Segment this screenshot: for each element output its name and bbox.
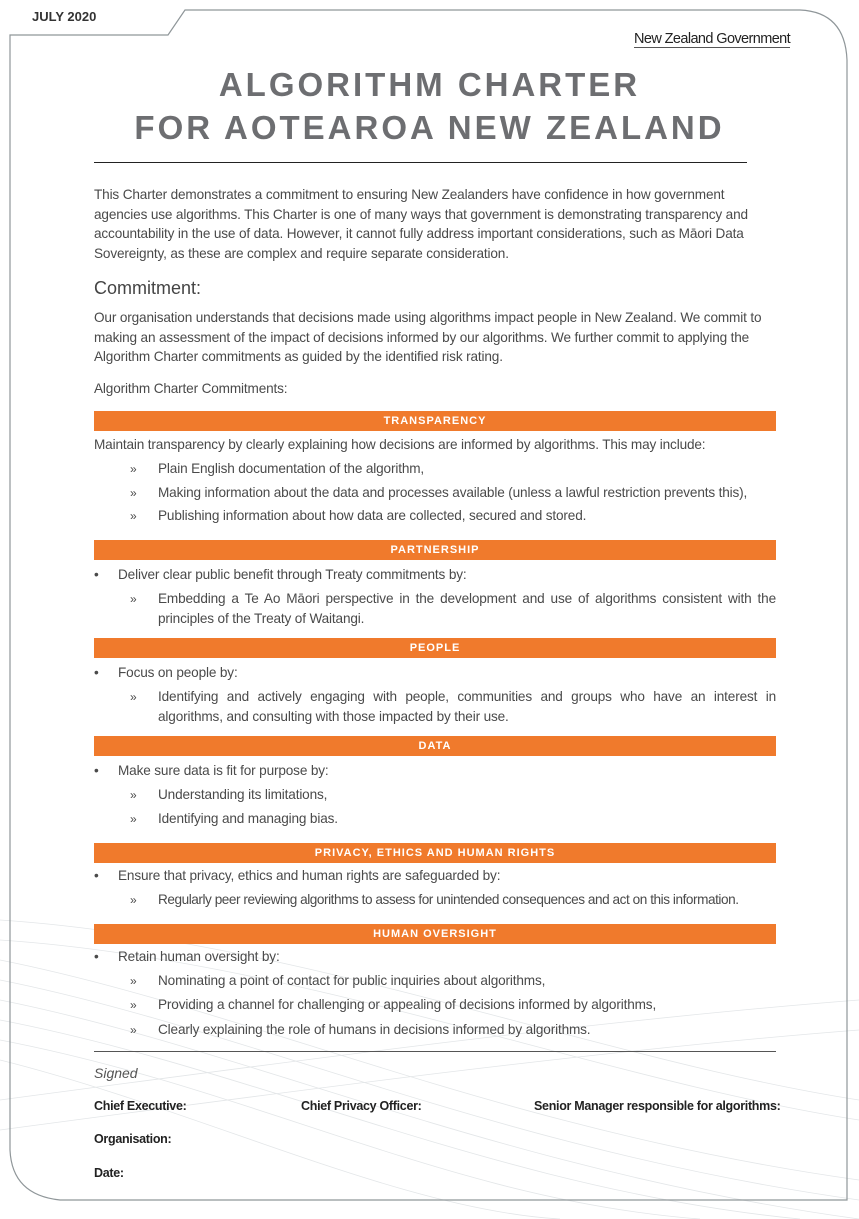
document-date: JULY 2020 (32, 9, 97, 24)
data-lead: • Make sure data is fit for purpose by: (94, 761, 776, 781)
list-item: » Identifying and managing bias. (130, 809, 776, 829)
transparency-lead: Maintain transparency by clearly explaining how decisions are informed by algorithms. This may include: (94, 437, 706, 452)
commitment-heading: Commitment: (94, 278, 202, 298)
list-item: » Regularly peer reviewing algorithms to assess for unintended consequences and act on this information. (130, 890, 776, 910)
organisation-label: Organisation: (94, 1132, 172, 1146)
signature-divider (94, 1051, 776, 1052)
list-item: » Providing a channel for challenging or appealing of decisions informed by algorithms, (130, 995, 776, 1015)
page-title-line1: ALGORITHM CHARTER (218, 66, 641, 103)
list-item: » Embedding a Te Ao Māori perspective in the development and use of algorithms consistent with the principles of the Treaty of Waitangi. (130, 589, 776, 629)
section-bar-partnership: PARTNERSHIP (94, 540, 776, 560)
commitments-label: Algorithm Charter Commitments: (94, 381, 288, 396)
commitment-paragraph: Our organisation understands that decisions made using algorithms impact people in New Zealand. We commit to making an assessment of the impact of decisions informed by our algorithms. We further commit to applying the Algorithm Charter commitments as guided by the identified risk rating. (94, 310, 762, 364)
logo-text: New Zealand Government (634, 31, 791, 47)
list-item: » Identifying and actively engaging with people, communities and groups who have an interest in algorithms, and consulting with those impacted by their use. (130, 687, 776, 727)
section-bar-transparency: TRANSPARENCY (94, 411, 776, 431)
list-item: » Plain English documentation of the algorithm, (130, 459, 776, 479)
human-oversight-lead: • Retain human oversight by: (94, 947, 776, 967)
intro-paragraph: This Charter demonstrates a commitment to ensuring New Zealanders have confidence in how government agencies use algorithms. This Charter is one of many ways that government is demonstrating transparency and accountability in the use of data. However, it cannot fully address important considerations, such as Māori Data Sovereignty, as these are complex and require separate consideration. (94, 187, 748, 261)
people-lead: • Focus on people by: (94, 663, 776, 683)
section-bar-privacy-ethics-human-rights: PRIVACY, ETHICS AND HUMAN RIGHTS (94, 843, 776, 863)
list-item: » Understanding its limitations, (130, 785, 776, 805)
senior-manager-label: Senior Manager responsible for algorithms: (534, 1099, 781, 1113)
chief-privacy-officer-label: Chief Privacy Officer: (301, 1099, 422, 1113)
page-title-line2: FOR AOTEAROA NEW ZEALAND (134, 109, 725, 146)
list-item: » Nominating a point of contact for public inquiries about algorithms, (130, 971, 776, 991)
signed-label: Signed (94, 1065, 138, 1081)
nz-government-logo (634, 31, 790, 47)
section-bar-data: DATA (94, 736, 776, 756)
section-bar-human-oversight: HUMAN OVERSIGHT (94, 924, 776, 944)
list-item: » Making information about the data and processes available (unless a lawful restriction prevents this), (130, 483, 776, 503)
section-bar-people: PEOPLE (94, 638, 776, 658)
date-label: Date: (94, 1166, 124, 1180)
title-divider (94, 162, 747, 163)
list-item: » Clearly explaining the role of humans in decisions informed by algorithms. (130, 1020, 776, 1040)
chief-executive-label: Chief Executive: (94, 1099, 187, 1113)
list-item: » Publishing information about how data are collected, secured and stored. (130, 506, 776, 526)
privacy-lead: • Ensure that privacy, ethics and human rights are safeguarded by: (94, 866, 776, 886)
partnership-lead: • Deliver clear public benefit through Treaty commitments by: (94, 565, 776, 585)
